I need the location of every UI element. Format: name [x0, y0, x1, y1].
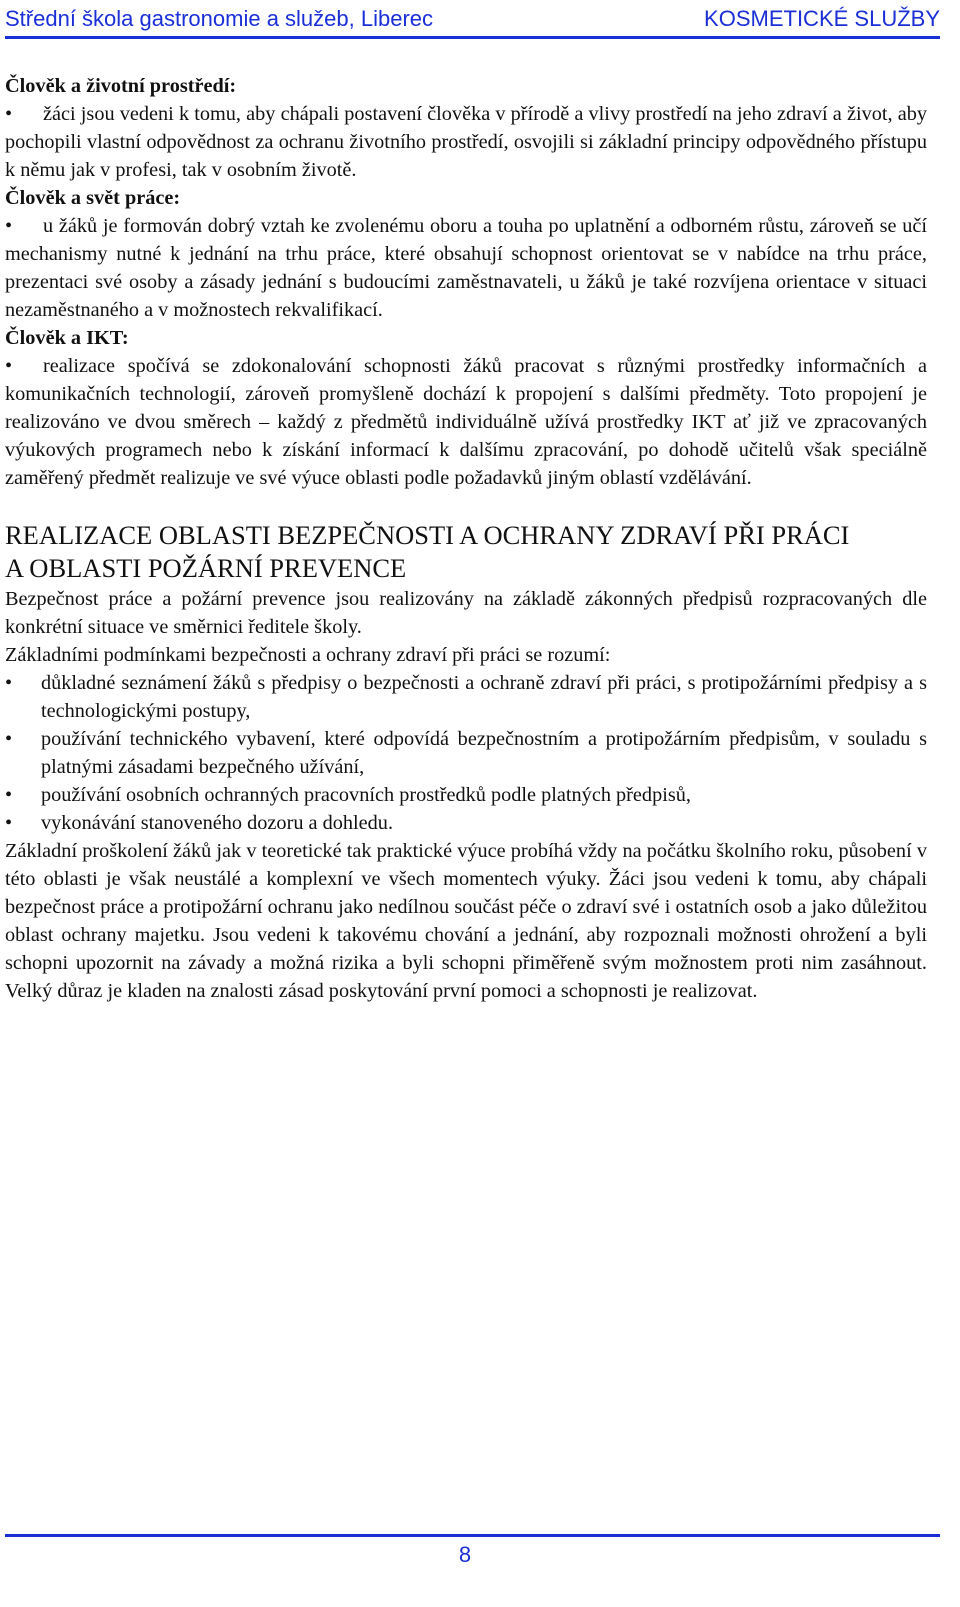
- list-item: [5, 809, 927, 837]
- subheading-work: Člověk a svět práce:: [5, 187, 181, 209]
- list-item-text: realizace spočívá se zdokonalování schopnosti žáků pracovat s různými prostředky informačních a komunikačních technologií, zároveň promyšleně dochází k propojení s dalšími předměty. Toto propojení je realizováno ve dvou směrech – každý z předmětů individuálně užívá prostředky IKT ať již ve zpracovaných výukových programech nebo k získání informací k dalšímu zpracování, po dohodě učitelů však speciálně zaměřený předmět realizuje ve své výuce oblasti podle požadavků jiným oblastí vzdělávání.: [5, 355, 927, 489]
- bullet-icon: •: [5, 672, 13, 694]
- list-item-text: žáci jsou vedeni k tomu, aby chápali postavení člověka v přírodě a vlivy prostředí na jeho zdraví a život, aby pochopili vlastní odpovědnost za ochranu životního prostředí, osvojili si základní principy odpovědného přístupu k němu jak v profesi, tak v osobním životě.: [5, 103, 927, 181]
- subheading-environment: Člověk a životní prostředí:: [5, 75, 237, 97]
- ikt-list: [5, 352, 927, 492]
- bullet-icon: •: [5, 784, 13, 806]
- conditions-list: [5, 669, 927, 837]
- footer-divider: [5, 1534, 940, 1537]
- bullet-icon: •: [5, 215, 13, 237]
- list-item: [5, 669, 927, 725]
- bullet-icon: •: [5, 103, 13, 125]
- work-list: [5, 212, 927, 324]
- school-name: Střední škola gastronomie a služeb, Liberec: [5, 6, 434, 31]
- list-item-text: používání technického vybavení, které odpovídá bezpečnostním a protipožárním předpisům, v souladu s platnými zásadami bezpečného užívání,: [41, 728, 927, 778]
- list-item-text: používání osobních ochranných pracovních prostředků podle platných předpisů,: [41, 784, 691, 806]
- program-name: KOSMETICKÉ SLUŽBY: [704, 6, 940, 31]
- list-item: [5, 212, 927, 324]
- list-item: [5, 100, 927, 184]
- section-heading-line1: REALIZACE OBLASTI BEZPEČNOSTI A OCHRANY ZDRAVÍ PŘI PRÁCI: [5, 520, 850, 550]
- environment-list: [5, 100, 927, 184]
- bullet-icon: •: [5, 355, 13, 377]
- safety-closing: Základní proškolení žáků jak v teoretické tak praktické výuce probíhá vždy na počátku školního roku, působení v této oblasti je však neustálé a komplexní ve všech momentech výuky. Žáci jsou vedeni k tomu, aby chápali bezpečnost práce a protipožární ochranu jako nedílnou součást péče o zdraví své i ostatních osob a jako důležitou oblast ochrany majetku. Jsou vedeni k takovému chování a jednání, aby rozpoznali možnosti ohrožení a byli schopni upozornit na závady a možná rizika a byli schopni přiměřeně svým možnostem proti nim zasáhnout. Velký důraz je kladen na znalosti zásad poskytování první pomoci a schopnosti je realizovat.: [5, 840, 927, 1002]
- bullet-icon: •: [5, 812, 13, 834]
- list-item-text: důkladné seznámení žáků s předpisy o bezpečnosti a ochraně zdraví při práci, s protipožárními předpisy a s technologickými postupy,: [41, 672, 927, 722]
- header-divider: [5, 36, 940, 39]
- page-header: [5, 4, 940, 34]
- list-item-text: vykonávání stanoveného dozoru a dohledu.: [41, 812, 394, 834]
- conditions-lead: Základními podmínkami bezpečnosti a ochrany zdraví při práci se rozumí:: [5, 644, 611, 666]
- list-item: [5, 352, 927, 492]
- section-heading-line2: A OBLASTI POŽÁRNÍ PREVENCE: [5, 553, 407, 583]
- bullet-icon: •: [5, 728, 13, 750]
- subheading-ikt: Člověk a IKT:: [5, 327, 129, 349]
- safety-intro: Bezpečnost práce a požární prevence jsou realizovány na základě zákonných předpisů rozpracovaných dle konkrétní situace ve směrnici ředitele školy.: [5, 588, 927, 638]
- list-item: [5, 725, 927, 781]
- document-body: [5, 72, 927, 1005]
- list-item-text: u žáků je formován dobrý vztah ke zvolenému oboru a touha po uplatnění a odborném růstu, zároveň se učí mechanismy nutné k jednání na trhu práce, které obsahují schopnost orientovat se v nabídce na trhu práce, prezentaci své osoby a zásady jednání s budoucími zaměstnavateli, u žáků je také rozvíjena orientace v situaci nezaměstnaného a v možnostech rekvalifikací.: [5, 215, 927, 321]
- section-heading: [5, 519, 927, 585]
- list-item: [5, 781, 927, 809]
- page-number: 8: [458, 1542, 472, 1567]
